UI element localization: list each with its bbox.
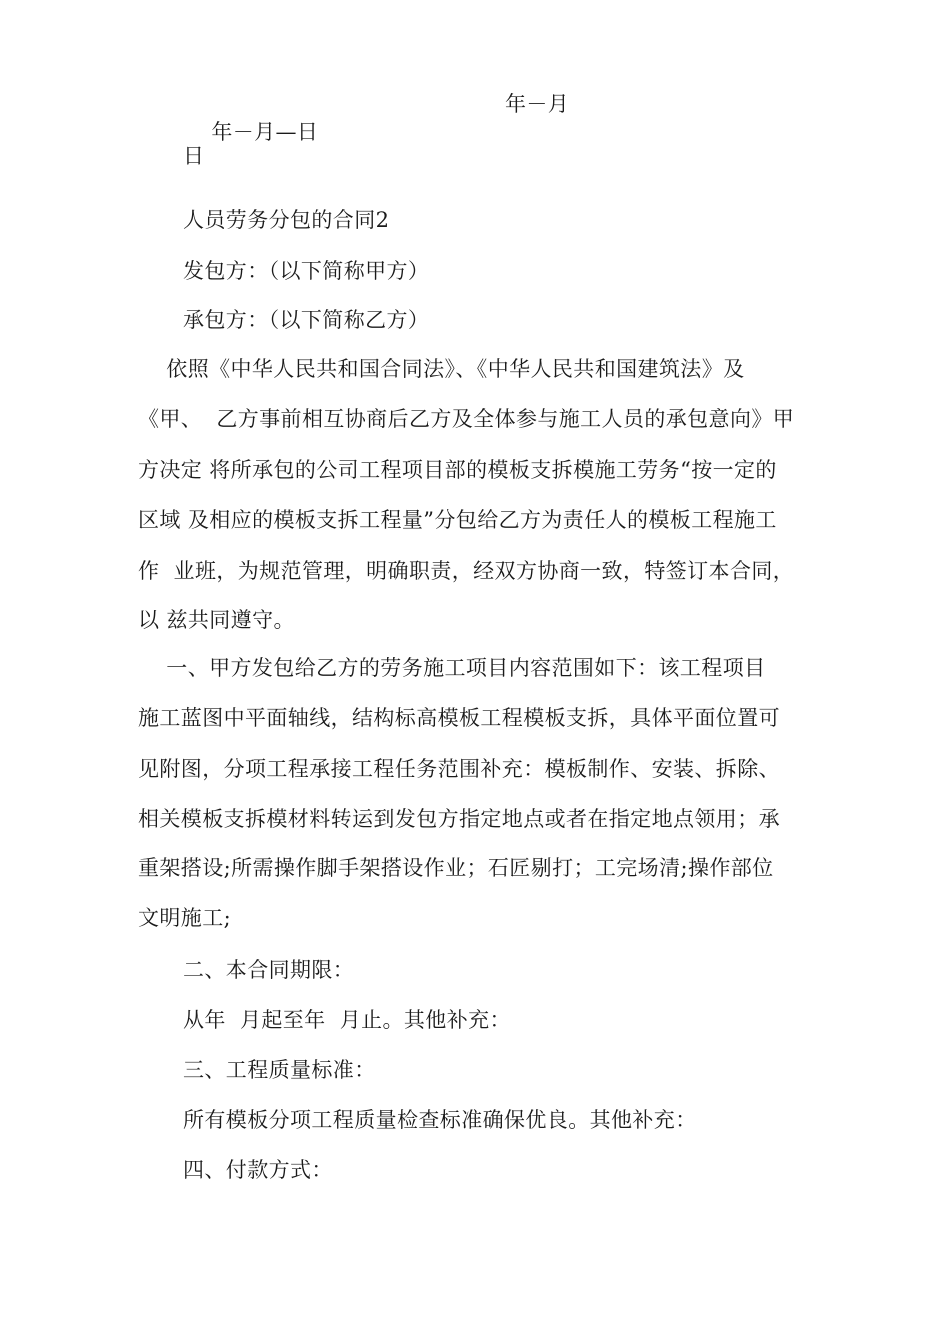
day-line: 日 [183, 144, 205, 168]
section1-line: 见附图，分项工程承接工程任务范围补充：模板制作、安装、拆除、 [138, 757, 780, 781]
preamble-line: 依照《中华人民共和国合同法》、《中华人民共和国建筑法》及 [138, 357, 745, 381]
section1-line: 一、甲方发包给乙方的劳务施工项目内容范围如下：该工程项目 [138, 656, 766, 680]
preamble-line: 作 业班，为规范管理，明确职责，经双方协商一致，特签订本合同， [138, 559, 795, 583]
section3-heading: 三、工程质量标准： [183, 1058, 376, 1082]
section1-line: 文明施工; [138, 906, 232, 930]
section2-heading: 二、本合同期限： [183, 958, 355, 982]
contract-title: 人员劳务分包的合同2 [183, 208, 390, 232]
section3-body: 所有模板分项工程质量检查标准确保优良。其他补充： [183, 1108, 697, 1132]
section2-body: 从年 月起至年 月止。其他补充： [183, 1008, 511, 1032]
section1-line: 施工蓝图中平面轴线，结构标高模板工程模板支拆，具体平面位置可 [138, 706, 780, 730]
party-b-line: 承包方：（以下简称乙方） [183, 308, 430, 332]
preamble-line: 区域 及相应的模板支拆工程量”分包给乙方为责任人的模板工程施工 [138, 508, 777, 532]
date-left: 年－月—日 [211, 120, 319, 144]
party-a-line: 发包方：（以下简称甲方） [183, 259, 430, 283]
preamble-line: 《甲、 乙方事前相互协商后乙方及全体参与施工人员的承包意向》甲 [138, 407, 795, 431]
preamble-line: 方决定 将所承包的公司工程项目部的模板支拆模施工劳务“按一定的 [138, 458, 777, 482]
date-right: 年－月 [505, 92, 570, 116]
section1-line: 相关模板支拆模材料转运到发包方指定地点或者在指定地点领用；承 [138, 807, 780, 831]
preamble-line: 以 兹共同遵守。 [138, 608, 295, 632]
section1-line: 重架搭设;所需操作脚手架搭设作业；石匠剔打；工完场清;操作部位 [138, 856, 774, 880]
section4-heading: 四、付款方式： [183, 1158, 333, 1182]
